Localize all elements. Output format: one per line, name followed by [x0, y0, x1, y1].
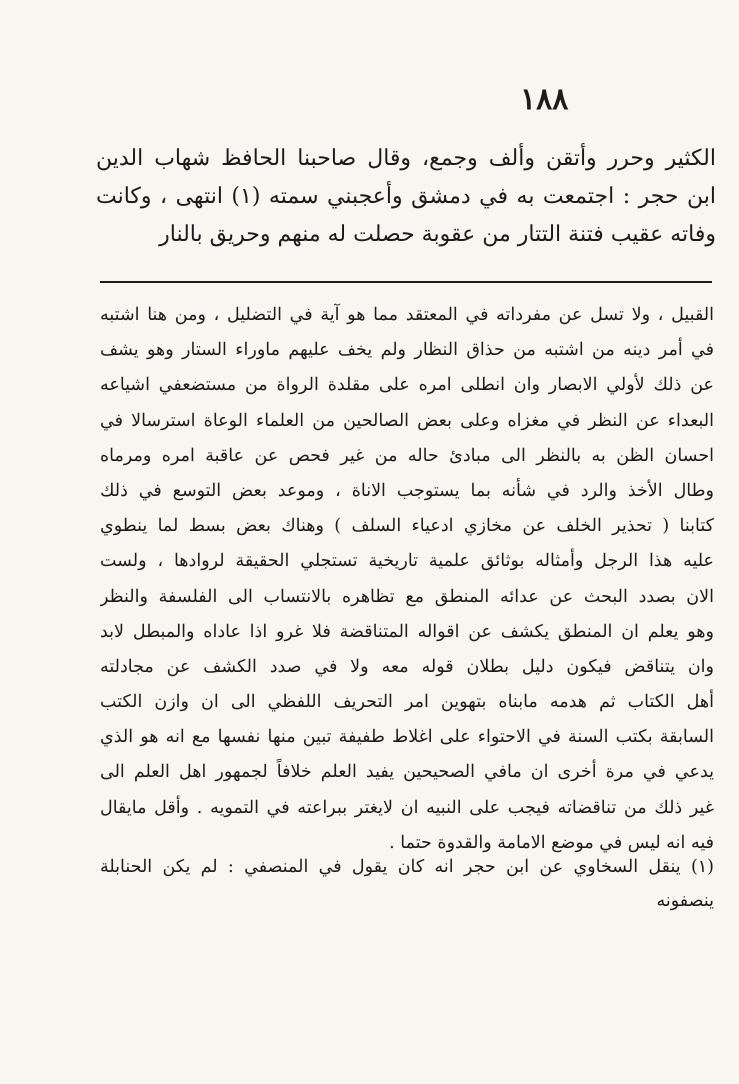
footnote-line: السابقة بكتب السنة في الاحتواء على اغلاط طفيفة تبين منها نفسها مع انه هو الذي: [100, 727, 714, 748]
footnote-line: كتابنا ( تحذير الخلف عن مخازي ادعياء السلف ) وهناك بعض بسط لما ينطوي: [100, 516, 714, 537]
footnote-line: في أمر دينه من اشتبه من حذاق النظار ولم يخف عليهم ماوراء الستار وهو يشف: [100, 340, 714, 361]
main-text-block: [96, 140, 716, 254]
footnote-line: عليه هذا الرجل وأمثاله بوثائق علمية تاريخية تستجلي الحقيقة لروادها ، ولست: [100, 551, 714, 572]
footnote-line: فيه انه ليس في موضع الامامة والقدوة حتما .: [389, 832, 714, 853]
main-text-line: ابن حجر : اجتمعت به في دمشق وأعجبني سمته (١) انتهى ، وكانت: [96, 184, 716, 209]
page-number: ١٨٨: [520, 82, 569, 117]
footnote-line: يدعي في مرة أخرى ان مافي الصحيحين يفيد العلم خلافاً لجمهور اهل العلم الى: [100, 762, 714, 783]
footnote-line: وطال الأخذ والرد في شأنه بما يستوجب الاناة ، وموعد بعض التوسع في ذلك: [100, 480, 714, 501]
footnote-line: احسان الظن به بالنظر الى مبادئ حاله من غير فحص عن عاقبة امره ومرماه: [100, 445, 714, 466]
footnote-line: وان يتناقض فيكون دليل بطلان قوله معه ولا في صدد الكشف عن مجادلته: [100, 656, 714, 677]
footnote-line: وهو يعلم ان المنطق يكشف عن اقواله المتناقضة فلا غرو اذا عاداه والمبطل لابد: [100, 621, 714, 642]
footnote-block: [100, 298, 714, 861]
endnote-line: ينصفونه: [656, 891, 714, 911]
footnote-line: الان بصدد البحث عن عدائه المنطق مع تظاهره بالانتساب الى الفلسفة والنظر: [100, 586, 714, 607]
footnote-line: القبيل ، ولا تسل عن مفرداته في المعتقد مما هو آية في التضليل ، ومن هنا اشتبه: [100, 305, 714, 325]
endnote-line: (١) ينقل السخاوي عن ابن حجر انه كان يقول في المنصفي : لم يكن الحنابلة: [100, 857, 714, 877]
footnote-line: عن ذلك لأولي الابصار وان انطلى امره على مقلدة الرواة من مستضعفي اشياعه: [100, 375, 714, 396]
main-text-line: الكثير وحرر وأتقن وألف وجمع، وقال صاحبنا الحافظ شهاب الدين: [96, 146, 716, 171]
endnote-block: [100, 850, 714, 918]
footnote-line: البعداء عن النظر في مغزاه وعلى بعض الصالحين من العلماء الوعاة استرسالا في: [100, 410, 714, 431]
footnote-separator: [100, 281, 712, 283]
main-text-line: وفاته عقيب فتنة التتار من عقوبة حصلت له منهم وحريق بالنار: [159, 222, 716, 247]
footnote-line: أهل الكتاب ثم هدمه مابناه بتهوين امر التحريف اللفظي الى ان وازن الكتب: [100, 692, 714, 713]
footnote-line: غير ذلك من تناقضاته فيجب على النبيه ان لايغتر ببراعته في التمويه . وأقل مايقال: [100, 797, 714, 818]
